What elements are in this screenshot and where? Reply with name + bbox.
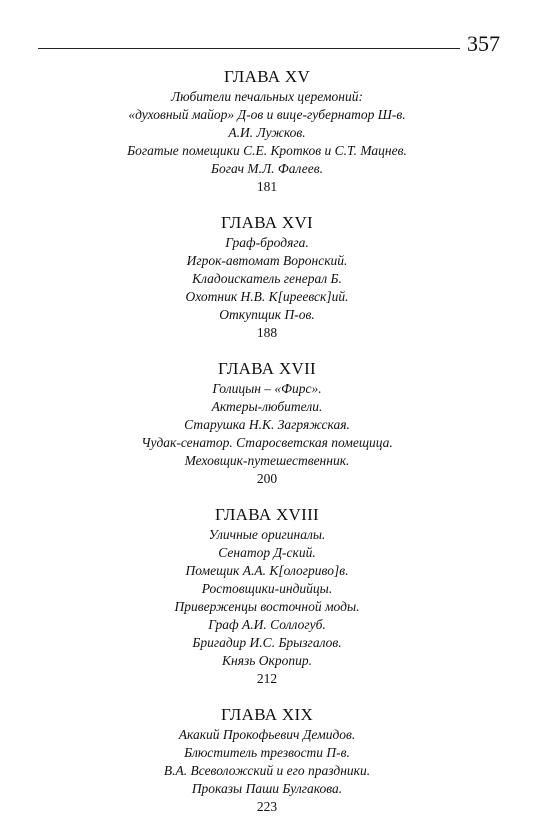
chapter-entry: Помещик А.А. К[ологриво]в. (185, 563, 349, 578)
chapter-entry: А.И. Лужков. (228, 125, 306, 140)
chapter-title: ГЛАВА XVI (220, 213, 314, 232)
chapter-entry: Кладоискатель генерал Б. (192, 271, 342, 286)
chapter-entries (0, 380, 534, 470)
chapter-block (0, 504, 534, 688)
chapter-entry: Блюститель трезвости П-в. (184, 745, 350, 760)
chapter-page-number: 212 (256, 671, 278, 686)
chapter-entry: Любители печальных церемоний: (171, 89, 363, 104)
chapter-entry: Богатые помещики С.Е. Кротков и С.Т. Мацнев. (127, 143, 407, 158)
chapter-entry: Откупщик П-ов. (219, 307, 315, 322)
chapter-page-number: 181 (256, 179, 278, 194)
chapter-entries (0, 234, 534, 324)
chapter-title: ГЛАВА XVII (217, 359, 317, 378)
chapter-entry: Чудак-сенатор. Старосветская помещица. (141, 435, 393, 450)
chapter-title: ГЛАВА XV (223, 67, 311, 86)
table-of-contents (0, 66, 534, 832)
chapter-page-number: 188 (256, 325, 278, 340)
chapter-entry: Акакий Прокофьевич Демидов. (178, 727, 356, 742)
chapter-page-number: 223 (256, 799, 278, 814)
chapter-entries (0, 726, 534, 798)
chapter-entry: Сенатор Д-ский. (218, 545, 316, 560)
chapter-entry: Меховщик-путешественник. (184, 453, 350, 468)
chapter-entry: Охотник Н.В. К[иреевск]ий. (185, 289, 349, 304)
chapter-entry: Уличные оригиналы. (208, 527, 326, 542)
chapter-title: ГЛАВА XIX (220, 705, 314, 724)
chapter-entry: «духовный майор» Д-ов и вице-губернатор Ш-в. (128, 107, 406, 122)
chapter-entry: Князь Окропир. (222, 653, 312, 668)
chapter-block (0, 704, 534, 816)
chapter-entry: Проказы Паши Булгакова. (191, 781, 343, 796)
chapter-page-number: 200 (256, 471, 278, 486)
chapter-entry: Ростовщики-индийцы. (201, 581, 333, 596)
chapter-block (0, 212, 534, 342)
chapter-entry: Приверженцы восточной моды. (174, 599, 360, 614)
chapter-entry: Голицын – «Фирс». (212, 381, 322, 396)
chapter-block (0, 358, 534, 488)
chapter-entries (0, 88, 534, 178)
chapter-entry: Старушка Н.К. Загряжская. (184, 417, 350, 432)
header-rule (38, 48, 460, 49)
chapter-entry: Бригадир И.С. Брызгалов. (192, 635, 342, 650)
chapter-entry: Граф А.И. Соллогуб. (208, 617, 326, 632)
chapter-entries (0, 526, 534, 670)
chapter-entry: Граф-бродяга. (225, 235, 309, 250)
chapter-entry: В.А. Всеволожский и его праздники. (163, 763, 371, 778)
chapter-entry: Богач М.Л. Фалеев. (211, 161, 323, 176)
chapter-block (0, 66, 534, 196)
chapter-entry: Актеры-любители. (211, 399, 323, 414)
page-number: 357 (467, 31, 500, 56)
chapter-title: ГЛАВА XVIII (215, 505, 319, 524)
chapter-entry: Игрок-автомат Воронский. (186, 253, 348, 268)
